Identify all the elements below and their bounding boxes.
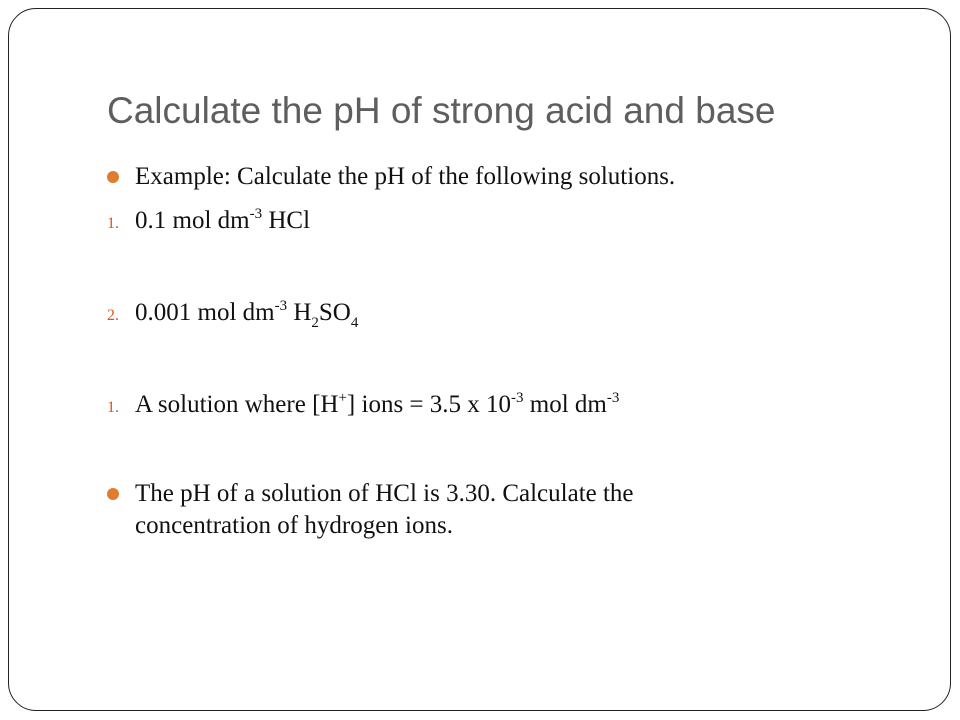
list-item-3 xyxy=(107,389,619,424)
list-item-text: 0.001 mol $dm^{-3}$ $H_2SO_4$ xyxy=(135,298,359,331)
bullet-question-line1: The pH of a solution of HCl is 3.30. Calculate the xyxy=(135,480,634,507)
list-number: 2. xyxy=(107,307,119,324)
list-number: 1. xyxy=(107,215,119,232)
list-item-text: 0.1 mol $dm^{-3}$ HCl xyxy=(135,206,311,234)
bullet-dot-icon xyxy=(107,171,119,183)
list-number: 1. xyxy=(107,399,119,416)
bullet-question xyxy=(135,478,634,542)
bullet-dot-icon xyxy=(107,488,119,500)
list-item-text: A solution where [H+] ions = 3.5 x $10^{-3}$ mol $dm^{-3}$ xyxy=(135,390,620,418)
list-item-1 xyxy=(107,205,310,240)
bullet-example xyxy=(135,161,675,193)
bullet-example-text: Example: Calculate the pH of the following solutions. xyxy=(135,163,676,190)
list-item-2 xyxy=(107,297,358,332)
bullet-question-line2: concentration of hydrogen ions. xyxy=(135,512,453,539)
slide-title: Calculate the pH of strong acid and base xyxy=(107,90,776,131)
